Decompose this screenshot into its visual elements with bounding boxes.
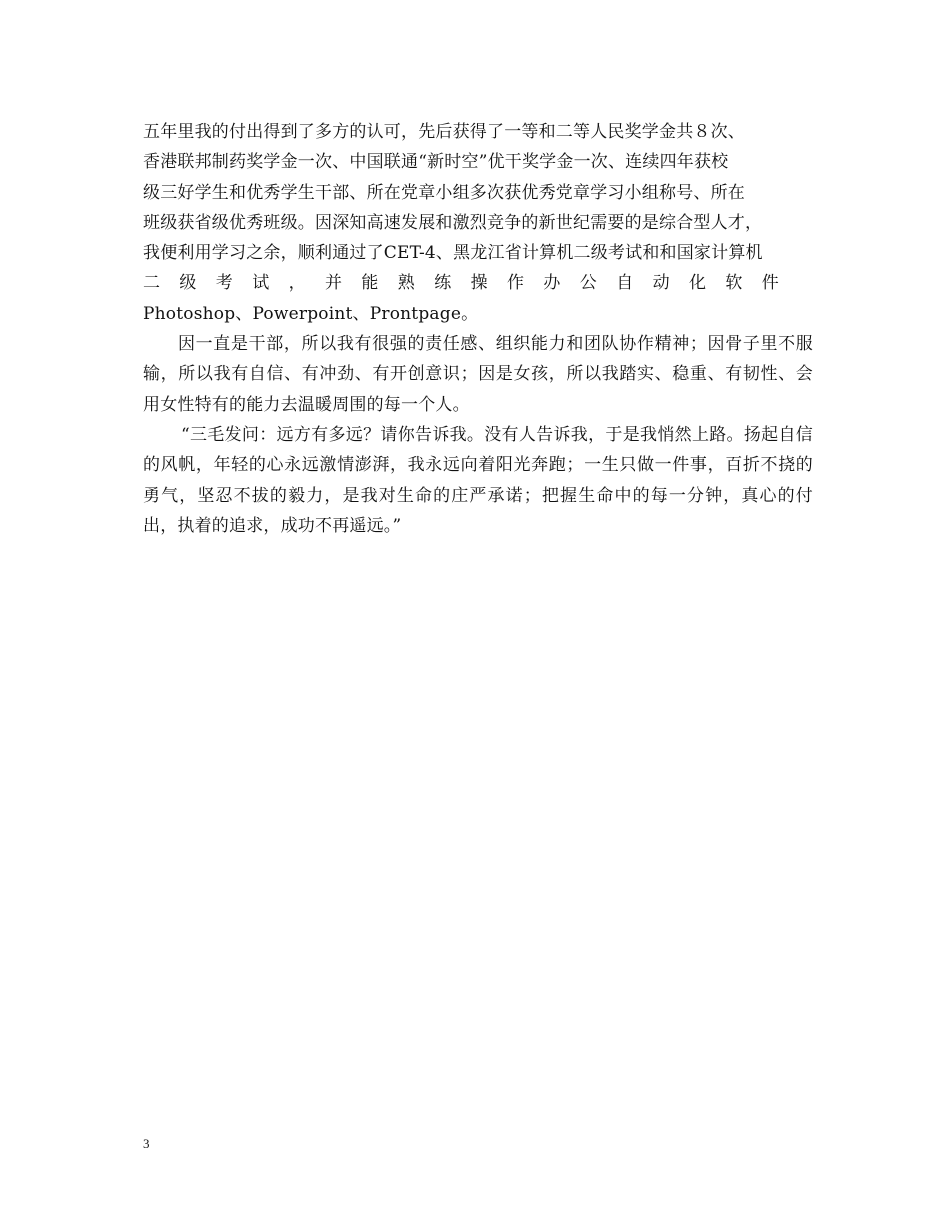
paragraph-character: 因一直是干部，所以我有很强的责任感、组织能力和团队协作精神；因骨子里不服输，所以我有自信、有冲劲、有开创意识；因是女孩，所以我踏实、稳重、有韧性、会用女性特有的能力去温暖周围的每一个人。 — [143, 334, 813, 415]
paragraph-quote: “三毛发问：远方有多远？请你告诉我。没有人告诉我，于是我悄然上路。扬起自信的风帆，年轻的心永远激情澎湃，我永远向着阳光奔跑；一生只做一件事，百折不挠的勇气，坚忍不拔的毅力，是我对生命的庄严承诺；把握生命中的每一分钟，真心的付出，执着的追求，成功不再遥远。” — [143, 424, 813, 536]
paragraph-line: 我便利用学习之余，顺利通过了CET-4、黑龙江省计算机二级考试和和国家计算机 — [143, 243, 763, 264]
paragraph-line: 五年里我的付出得到了多方的认可，先后获得了一等和二等人民奖学金共８次、 — [143, 122, 745, 142]
page-number: 3 — [143, 1136, 150, 1151]
paragraph-awards — [143, 117, 813, 329]
paragraph-line: 级三好学生和优秀学生干部、所在党章小组多次获优秀党章学习小组称号、所在 — [143, 182, 745, 203]
paragraph-line: Photoshop、Powerpoint、Prontpage。 — [143, 303, 479, 324]
document-body — [143, 117, 813, 541]
paragraph-line: 班级获省级优秀班级。因深知高速发展和激烈竞争的新世纪需要的是综合型人才， — [143, 212, 763, 233]
paragraph-line: 香港联邦制药奖学金一次、中国联通“新时空”优干奖学金一次、连续四年获校 — [143, 152, 729, 173]
paragraph-line: 二级考试，并能熟练操作办公自动化软件 — [143, 273, 799, 294]
